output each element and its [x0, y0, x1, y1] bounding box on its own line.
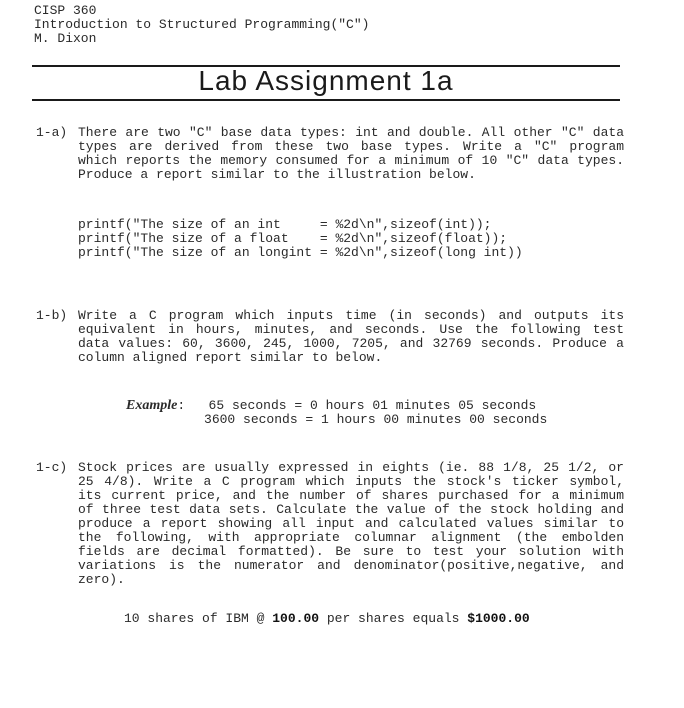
section-a-text: There are two "C" base data types: int and double. All other "C" data types are derived from these two base types. Write a "C" program which reports the memory consumed for a minimum of 10 "C" data types. Produce a report similar to the illustration below.: [78, 125, 624, 182]
example-total: $1000.00: [467, 611, 530, 626]
course-title: Introduction to Structured Programming("C"): [34, 17, 370, 32]
section-c-example: [124, 612, 530, 626]
section-c-text: Stock prices are usually expressed in eights (ie. 88 1/8, 25 1/2, or 25 4/8). Write a C program which inputs the stock's ticker symbol, its current price, and the number of shares purchased for a minimum of three test data sets. Calculate the value of the stock holding and produce a report showing all input and calculated values similar to the following, with appropriate columnar alignment (the embolden fields are decimal formatted). Be sure to test your solution with variations is the numerator and denominator(positive,negative, and zero).: [78, 460, 624, 587]
section-b-label: 1-b): [36, 308, 68, 323]
section-c-label: 1-c): [36, 460, 68, 475]
section-b-text: Write a C program which inputs time (in seconds) and outputs its equivalent in hours, minutes, and seconds. Use the following test data values: 60, 3600, 245, 1000, 7205, and 32769 seconds. Produce a column aligned report similar to below.: [78, 308, 624, 365]
section-a-label: 1-a): [36, 125, 68, 140]
code-line: printf("The size of a float = %2d\n",sizeof(float));: [78, 231, 508, 246]
example-prefix: 10 shares of IBM @: [124, 611, 273, 626]
page-title: Lab Assignment 1a: [198, 65, 454, 96]
code-line: printf("The size of an int = %2d\n",sizeof(int));: [78, 217, 492, 232]
section-b-example: [126, 399, 547, 427]
section-a-code: [78, 218, 523, 260]
example-line-2-text: 3600 seconds = 1 hours 00 minutes 00 seconds: [126, 412, 548, 427]
example-line: [126, 399, 547, 413]
code-line: printf("The size of an longint = %2d\n",sizeof(long int)): [78, 245, 523, 260]
example-middle: per shares equals: [319, 611, 468, 626]
example-label: Example: [126, 398, 178, 413]
example-price: 100.00: [272, 611, 320, 626]
example-line-1-text: : 65 seconds = 0 hours 01 minutes 05 seconds: [177, 398, 537, 413]
course-number: CISP 360: [34, 3, 97, 18]
instructor-name: M. Dixon: [34, 31, 97, 46]
title-rule-bottom: [32, 99, 620, 101]
course-header: [34, 4, 369, 46]
